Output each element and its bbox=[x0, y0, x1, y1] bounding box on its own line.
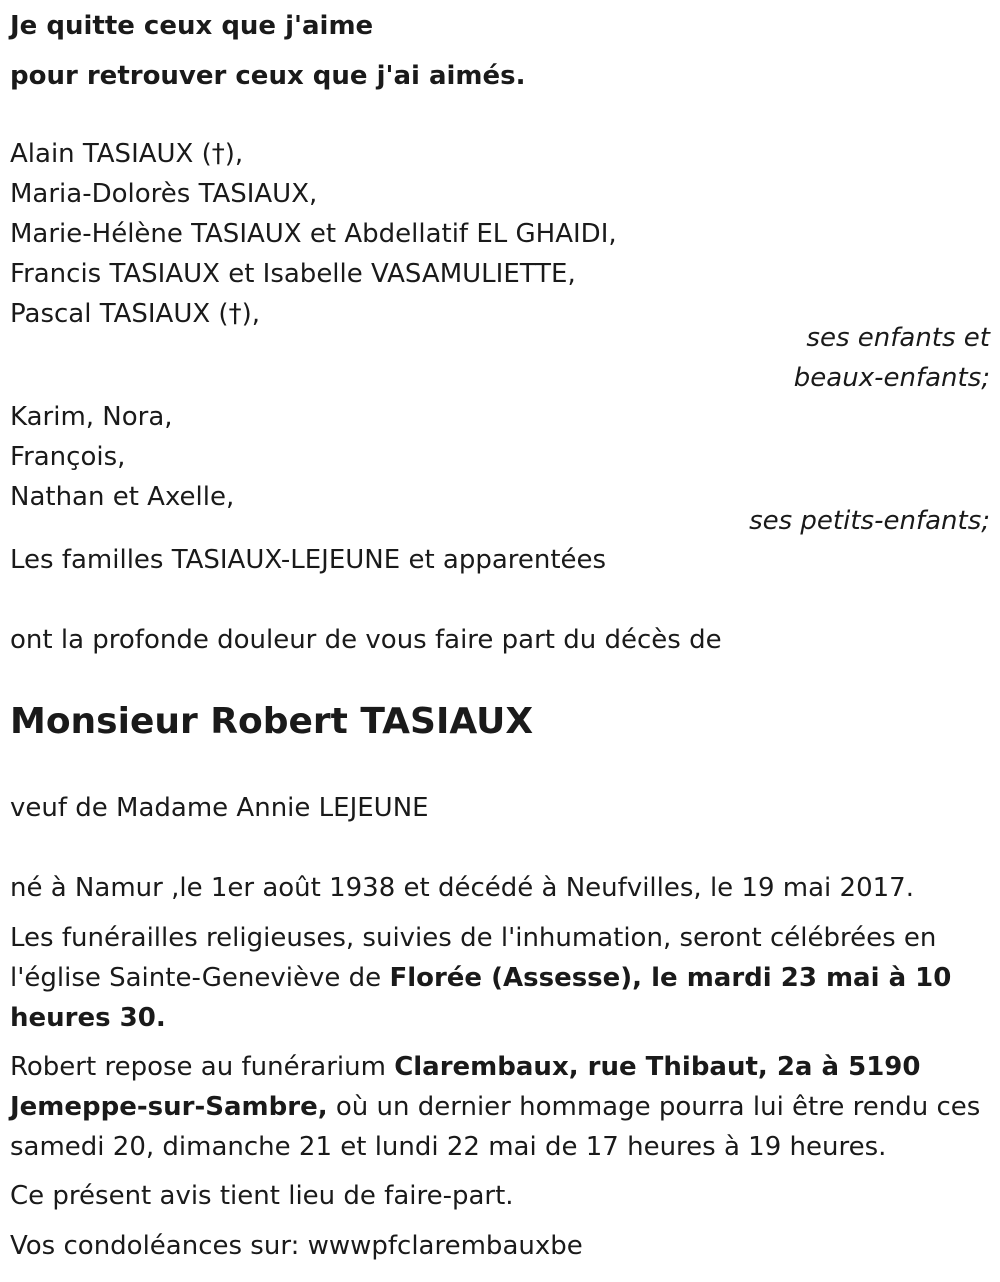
epigraph-line-2: pour retrouver ceux que j'ai aimés. bbox=[10, 61, 526, 91]
children-role-line-1: ses enfants et bbox=[806, 323, 990, 353]
funeral-paragraph bbox=[10, 918, 990, 1038]
families-line: Les familles TASIAUX-LEJEUNE et apparentées bbox=[10, 545, 607, 575]
child-name: Francis TASIAUX et Isabelle VASAMULIETTE, bbox=[10, 259, 576, 289]
funeral-text: Les funérailles religieuses, suivies de l'inhumation, seront célébrées en l'église Sainte-Geneviève de bbox=[10, 923, 937, 993]
child-name: Pascal TASIAUX (†), bbox=[10, 299, 260, 329]
widower-line: veuf de Madame Annie LEJEUNE bbox=[10, 793, 429, 823]
announcement-line: ont la profonde douleur de vous faire part du décès de bbox=[10, 625, 722, 655]
funeral-place-date: Florée (Assesse), le mardi 23 mai à 10 heures 30. bbox=[10, 963, 952, 1033]
child-name: Alain TASIAUX (†), bbox=[10, 139, 244, 169]
repose-text: Robert repose au funérarium bbox=[10, 1052, 395, 1082]
epigraph-line-1: Je quitte ceux que j'aime bbox=[10, 11, 374, 41]
grandchild-name: Karim, Nora, bbox=[10, 402, 173, 432]
grandchild-name: François, bbox=[10, 442, 126, 472]
grandchild-name: Nathan et Axelle, bbox=[10, 482, 235, 512]
birth-death-line: né à Namur ,le 1er août 1938 et décédé à Neufvilles, le 19 mai 2017. bbox=[10, 873, 914, 903]
children-role-line-2: beaux-enfants; bbox=[793, 363, 990, 393]
condolences-line: Vos condoléances sur: wwwpfclarembauxbe bbox=[10, 1231, 583, 1261]
children-list bbox=[10, 134, 617, 334]
child-name: Maria-Dolorès TASIAUX, bbox=[10, 179, 318, 209]
repose-paragraph bbox=[10, 1047, 990, 1167]
deceased-name: Monsieur Robert TASIAUX bbox=[10, 701, 534, 742]
grandchildren-role: ses petits-enfants; bbox=[749, 506, 990, 536]
funeral-home-address: Clarembaux, rue Thibaut, 2a à 5190 Jemeppe-sur-Sambre, bbox=[10, 1052, 921, 1122]
child-name: Marie-Hélène TASIAUX et Abdellatif EL GHAIDI, bbox=[10, 219, 617, 249]
notice-line: Ce présent avis tient lieu de faire-part. bbox=[10, 1181, 514, 1211]
repose-text-after: où un dernier hommage pourra lui être rendu ces samedi 20, dimanche 21 et lundi 22 mai de 17 heures à 19 heures. bbox=[10, 1092, 981, 1162]
grandchildren-list bbox=[10, 397, 234, 517]
